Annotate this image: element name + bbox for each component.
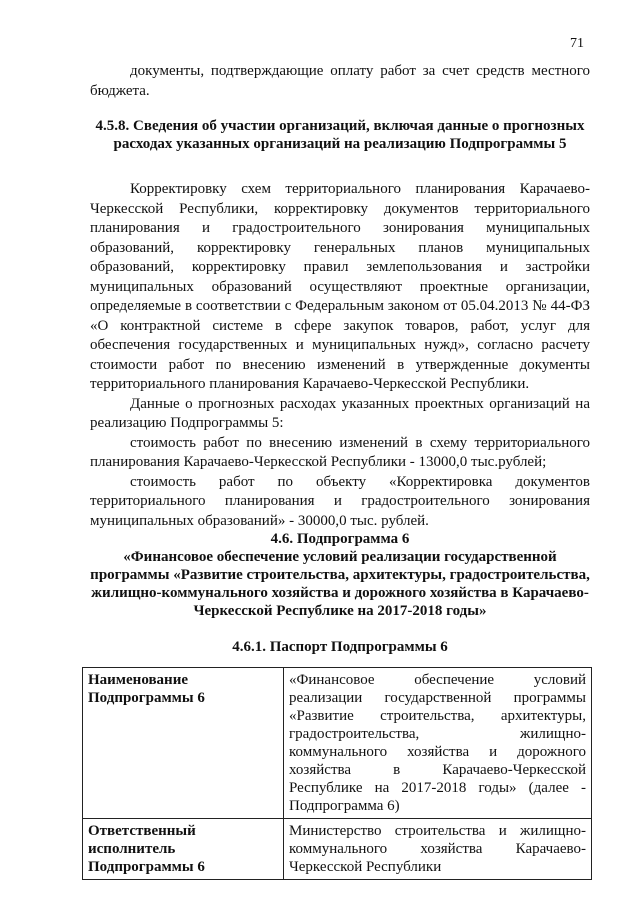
passport-table <box>82 667 592 880</box>
section-46-title: 4.6. Подпрограмма 6 <box>270 531 410 547</box>
section-46-heading <box>90 530 590 620</box>
section-461-heading: 4.6.1. Паспорт Подпрограммы 6 <box>232 639 448 655</box>
paragraph-4: стоимость работ по объекту «Корректировка документов территориального планирования и градостроительного зонирования муниципальных образований» - 30000,0 тыс. рублей. <box>90 473 590 529</box>
row-label: Ответственный исполнитель Подпрограммы 6 <box>83 819 284 880</box>
table-row <box>83 819 592 880</box>
row-label: Наименование Подпрограммы 6 <box>83 668 284 819</box>
paragraph-2: Данные о прогнозных расходах указанных проектных организаций на реализацию Подпрограммы 5: <box>90 395 590 431</box>
section-458-body <box>90 180 590 531</box>
intro-paragraph <box>90 62 590 101</box>
row-value: Министерство строительства и жилищно-коммунального хозяйства Карачаево-Черкесской Республики <box>284 819 592 880</box>
table-row <box>83 668 592 819</box>
section-46-subtitle: «Финансовое обеспечение условий реализации государственной программы «Развитие строительства, архитектуры, градостроительства, жилищно-коммунального хозяйства и дорожного хозяйства в Карачаево-Черкесской Республике на 2017-2018 годы» <box>90 549 590 619</box>
section-458-heading: 4.5.8. Сведения об участии организаций, включая данные о прогнозных расходах указанных организаций на реализацию Подпрограммы 5 <box>95 118 585 152</box>
paragraph-3: стоимость работ по внесению изменений в схему территориального планирования Карачаево-Черкесской Республики - 13000,0 тыс.рублей; <box>90 434 590 470</box>
row-value: «Финансовое обеспечение условий реализации государственной программы «Развитие строительства, архитектуры, градостроительства, жилищно-коммунального хозяйства и дорожного хозяйства в Карачаево-Черкесской Республике на 2017-2018 годы» (далее - Подпрограмма 6) <box>284 668 592 819</box>
page-number: 71 <box>570 36 584 51</box>
paragraph-1: Корректировку схем территориального планирования Карачаево-Черкесской Республики, корректировку документов территориального планирования и градостроительного зонирования муниципальных образований, корректировку генеральных планов муниципальных образований, корректировку правил землепользования и застройки муниципальных образований осуществляют проектные организации, определяемые в соответствии с Федеральным законом от 05.04.2013 № 44-ФЗ «О контрактной системе в сфере закупок товаров, работ, услуг для обеспечения государственных и муниципальных нужд», согласно расчету стоимости работ по внесению изменений в утвержденные документы территориального планирования Карачаево-Черкесской Республики. <box>90 181 590 392</box>
intro-text: документы, подтверждающие оплату работ за счет средств местного бюджета. <box>90 63 590 99</box>
